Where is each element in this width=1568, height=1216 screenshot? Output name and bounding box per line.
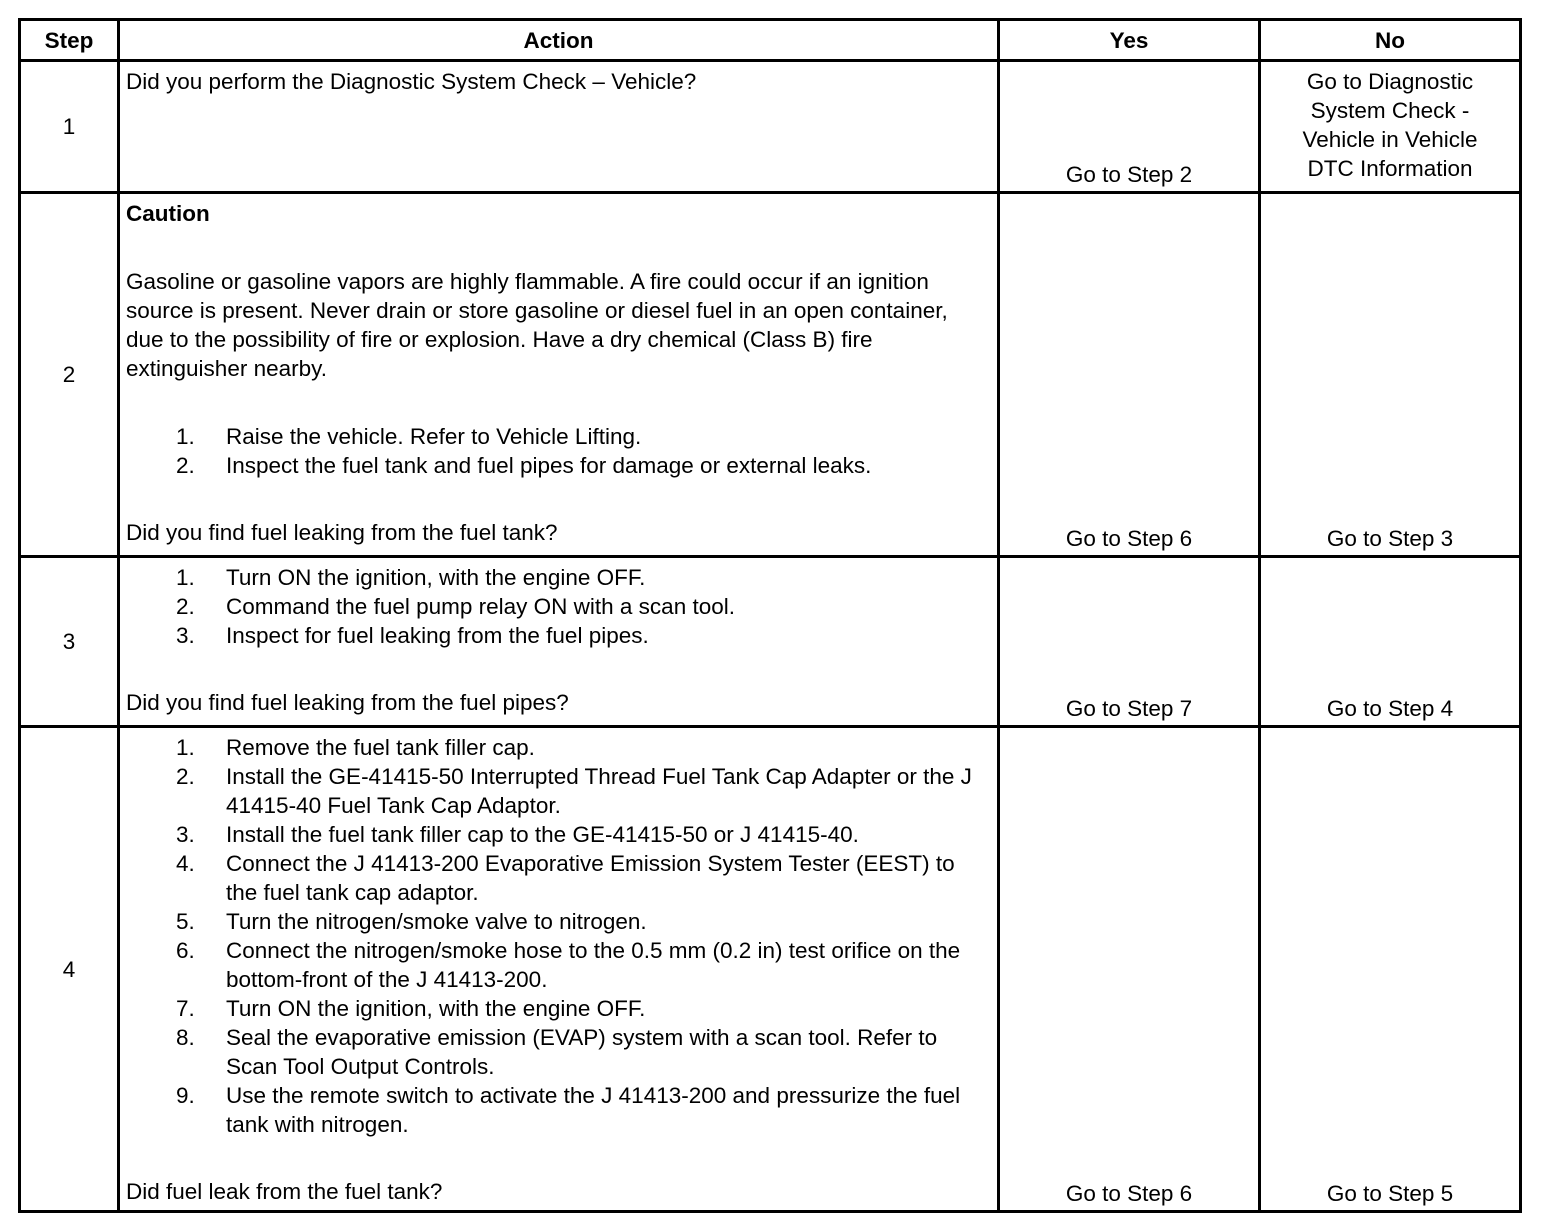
- list-item-text: Seal the evaporative emission (EVAP) system with a scan tool. Refer to Scan Tool Output Controls.: [226, 1025, 938, 1079]
- question-text: Did fuel leak from the fuel tank?: [126, 1179, 443, 1204]
- list-item-number: 4.: [176, 851, 195, 876]
- no-outcome: Go to Step 5: [1260, 727, 1521, 1212]
- list-item-text: Use the remote switch to activate the J 41413-200 and pressurize the fuel tank with nitrogen.: [226, 1083, 961, 1137]
- yes-outcome: Go to Step 7: [999, 557, 1260, 727]
- list-item-number: 7.: [176, 996, 195, 1021]
- header-action: Action: [119, 20, 999, 61]
- step-number: 1: [20, 61, 119, 193]
- yes-outcome: Go to Step 2: [999, 61, 1260, 193]
- list-item-number: 2.: [176, 453, 195, 478]
- yes-outcome: Go to Step 6: [999, 727, 1260, 1212]
- instruction-list: [126, 422, 991, 480]
- list-item-text: Inspect the fuel tank and fuel pipes for damage or external leaks.: [226, 453, 872, 478]
- list-item-number: 3.: [176, 822, 195, 847]
- table-row: [20, 193, 1521, 557]
- question-text: Did you find fuel leaking from the fuel pipes?: [126, 690, 569, 715]
- list-item-text: Inspect for fuel leaking from the fuel pipes.: [226, 623, 649, 648]
- list-item: [126, 1023, 991, 1081]
- list-item-number: 3.: [176, 623, 195, 648]
- instruction-list: [126, 733, 991, 1139]
- action-cell: [119, 557, 999, 727]
- table-row: [20, 61, 1521, 193]
- list-item-number: 6.: [176, 938, 195, 963]
- list-item-number: 1.: [176, 424, 195, 449]
- table-row: [20, 557, 1521, 727]
- list-item: [126, 936, 991, 994]
- list-item-number: 8.: [176, 1025, 195, 1050]
- list-item-text: Remove the fuel tank filler cap.: [226, 735, 535, 760]
- header-row: [20, 20, 1521, 61]
- list-item-number: 1.: [176, 735, 195, 760]
- header-step: Step: [20, 20, 119, 61]
- list-item: [126, 849, 991, 907]
- list-item: [126, 762, 991, 820]
- action-cell: [119, 193, 999, 557]
- list-item-text: Turn ON the ignition, with the engine OFF.: [226, 565, 646, 590]
- step-number: 4: [20, 727, 119, 1212]
- caution-title: Caution: [126, 201, 210, 226]
- no-outcome-line: DTC Information: [1307, 156, 1473, 181]
- list-item-number: 9.: [176, 1083, 195, 1108]
- list-item: [126, 451, 991, 480]
- no-outcome: Go to Step 3: [1260, 193, 1521, 557]
- list-item-text: Turn the nitrogen/smoke valve to nitrogen.: [226, 909, 647, 934]
- list-item-number: 1.: [176, 565, 195, 590]
- question-text: Did you perform the Diagnostic System Check – Vehicle?: [126, 69, 697, 94]
- list-item-number: 5.: [176, 909, 195, 934]
- step-number: 2: [20, 193, 119, 557]
- list-item: [126, 1081, 991, 1139]
- instruction-list: [126, 563, 991, 650]
- question-text: Did you find fuel leaking from the fuel tank?: [126, 520, 558, 545]
- caution-text: Gasoline or gasoline vapors are highly flammable. A fire could occur if an ignition source is present. Never drain or store gasoline or diesel fuel in an open container, due to the possibility of fire or explosion. Have a dry chemical (Class B) fire extinguisher nearby.: [126, 269, 948, 381]
- no-outcome: Go to Step 4: [1260, 557, 1521, 727]
- list-item-text: Command the fuel pump relay ON with a scan tool.: [226, 594, 735, 619]
- yes-outcome: Go to Step 6: [999, 193, 1260, 557]
- diagnostic-table: [18, 18, 1522, 1213]
- list-item-text: Connect the nitrogen/smoke hose to the 0.5 mm (0.2 in) test orifice on the bottom-front of the J 41413-200.: [226, 938, 961, 992]
- list-item: [126, 907, 991, 936]
- list-item: [126, 422, 991, 451]
- no-outcome-line: Go to Diagnostic: [1306, 69, 1474, 94]
- action-cell: [119, 61, 999, 193]
- header-yes: Yes: [999, 20, 1260, 61]
- list-item: [126, 563, 991, 592]
- table-row: [20, 727, 1521, 1212]
- list-item-text: Install the fuel tank filler cap to the GE-41415-50 or J 41415-40.: [226, 822, 859, 847]
- list-item-text: Connect the J 41413-200 Evaporative Emission System Tester (EEST) to the fuel tank cap adaptor.: [226, 851, 955, 905]
- list-item: [126, 820, 991, 849]
- list-item-text: Raise the vehicle. Refer to Vehicle Lifting.: [226, 424, 642, 449]
- step-number: 3: [20, 557, 119, 727]
- list-item-text: Turn ON the ignition, with the engine OFF.: [226, 996, 646, 1021]
- list-item: [126, 621, 991, 650]
- header-no: No: [1260, 20, 1521, 61]
- no-outcome-line: Vehicle in Vehicle: [1302, 127, 1478, 152]
- no-outcome: [1260, 61, 1521, 193]
- list-item: [126, 592, 991, 621]
- list-item-text: Install the GE-41415-50 Interrupted Thread Fuel Tank Cap Adapter or the J 41415-40 Fuel Tank Cap Adaptor.: [226, 764, 972, 818]
- action-cell: [119, 727, 999, 1212]
- list-item: [126, 994, 991, 1023]
- list-item-number: 2.: [176, 764, 195, 789]
- list-item: [126, 733, 991, 762]
- no-outcome-line: System Check -: [1310, 98, 1470, 123]
- list-item-number: 2.: [176, 594, 195, 619]
